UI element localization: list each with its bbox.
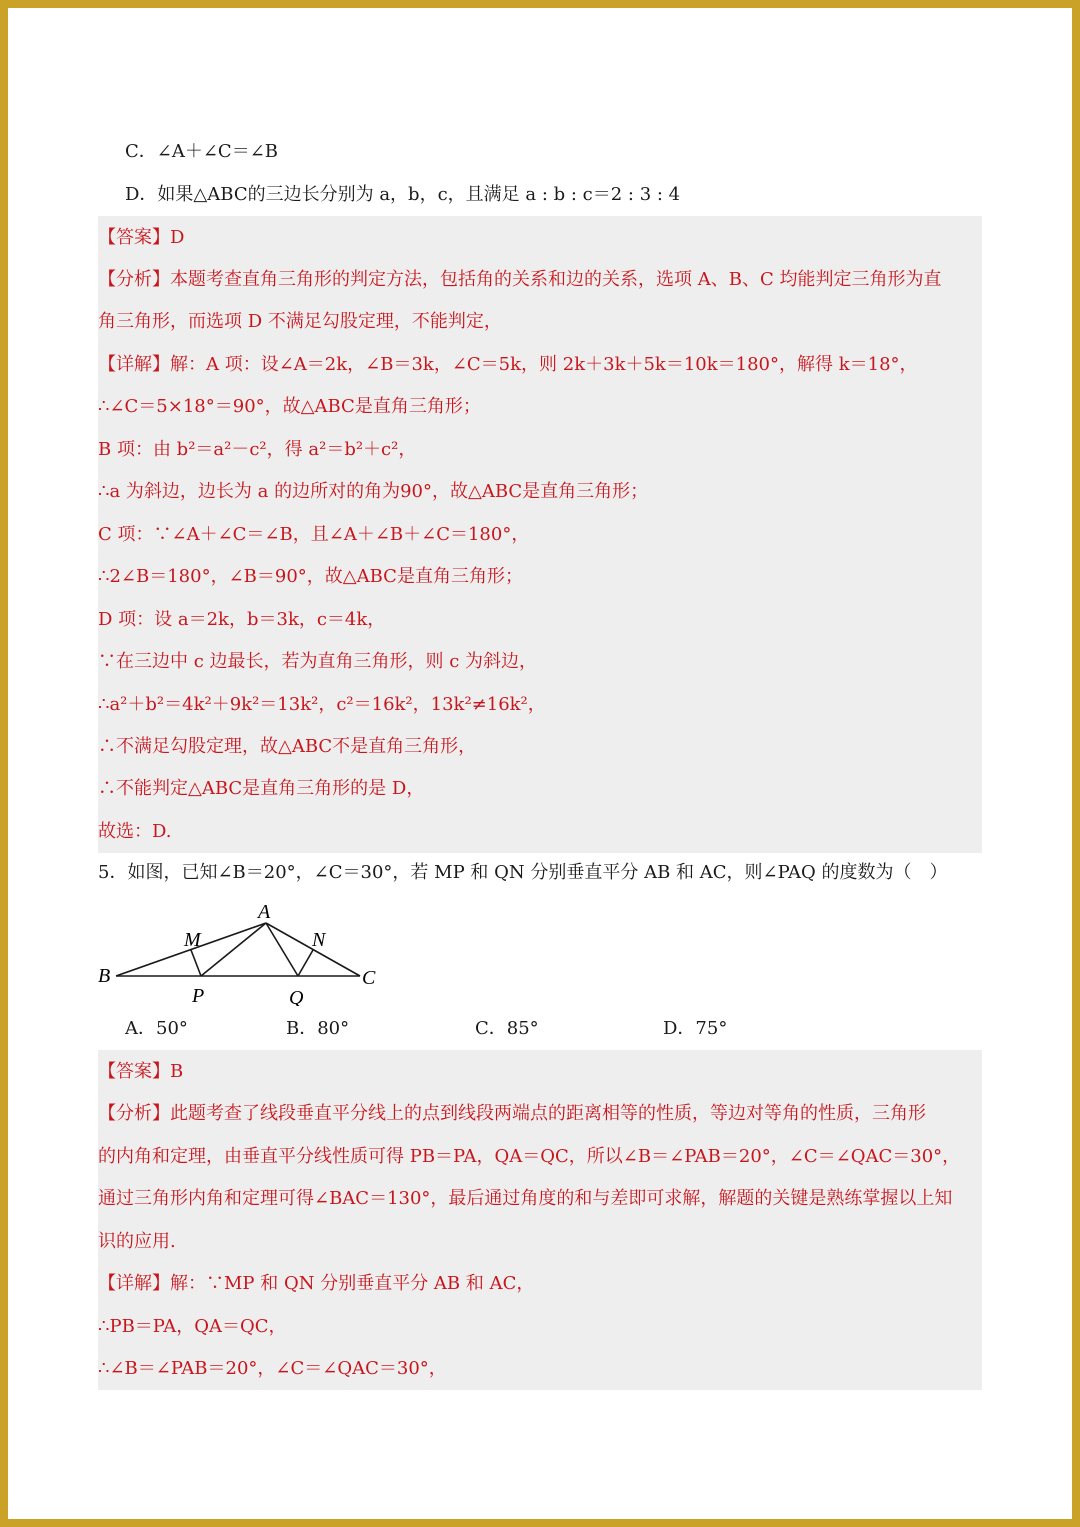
segment-aq: [266, 923, 298, 976]
q5-analysis-line-1: 【分析】此题考查了线段垂直平分线上的点到线段两端点的距离相等的性质，等边对等角的性质，三角形: [98, 1103, 926, 1124]
q4-detail-line-8: ∵在三边中 c 边最长，若为直角三角形，则 c 为斜边，: [98, 651, 538, 672]
q5-stem: 5．如图，已知∠B＝20°，∠C＝30°，若 MP 和 QN 分别垂直平分 AB 和 AC，则∠PAQ 的度数为（ ）: [98, 862, 948, 883]
label-m: M: [184, 929, 201, 951]
q4-detail-line-6: ∴2∠B＝180°，∠B＝90°，故△ABC是直角三角形；: [98, 566, 523, 587]
q4-detail-line-2: ∴∠C＝5×18°＝90°，故△ABC是直角三角形；: [98, 396, 481, 417]
q4-detail-line-5: C 项：∵∠A＋∠C＝∠B，且∠A＋∠B＋∠C＝180°，: [98, 524, 530, 545]
document-page: [8, 8, 1072, 1519]
q5-detail-line-3: ∴∠B＝∠PAB＝20°，∠C＝∠QAC＝30°，: [98, 1358, 447, 1379]
label-b: B: [98, 965, 111, 987]
q5-answer: 【答案】B: [98, 1061, 184, 1082]
q4-detail-line-9: ∴a²＋b²＝4k²＋9k²＝13k²，c²＝16k²，13k²≠16k²，: [98, 694, 546, 715]
segment-pa: [201, 923, 266, 976]
option-d: D．如果△ABC的三边长分别为 a，b，c，且满足 a : b : c＝2 : 3 : 4: [125, 184, 681, 205]
q4-detail-line-11: ∴不能判定△ABC是直角三角形的是 D，: [98, 778, 425, 799]
q4-detail-line-1: 【详解】解：A 项：设∠A＝2k，∠B＝3k，∠C＝5k，则 2k＋3k＋5k＝10k＝180°，解得 k＝18°，: [98, 354, 918, 375]
label-a: A: [258, 901, 271, 923]
q5-solution-box: [98, 1050, 982, 1390]
segment-mp: [191, 950, 201, 976]
label-q: Q: [289, 987, 304, 1006]
label-n: N: [312, 929, 326, 951]
q5-detail-line-2: ∴PB＝PA，QA＝QC，: [98, 1316, 287, 1337]
label-c: C: [362, 967, 376, 989]
q5-option-c: C．85°: [475, 1018, 539, 1039]
q5-detail-line-1: 【详解】解：∵MP 和 QN 分别垂直平分 AB 和 AC，: [98, 1273, 535, 1294]
q5-triangle-figure: [88, 896, 388, 1006]
q5-option-d: D．75°: [663, 1018, 728, 1039]
q4-answer: 【答案】D: [98, 227, 185, 248]
q5-analysis-line-4: 识的应用.: [98, 1231, 176, 1252]
q4-analysis-line-2: 角三角形，而选项 D 不满足勾股定理，不能判定，: [98, 311, 502, 332]
q4-detail-line-4: ∴a 为斜边，边长为 a 的边所对的角为90°，故△ABC是直角三角形；: [98, 481, 649, 502]
segment-qn: [298, 950, 313, 976]
option-c: C．∠A＋∠C＝∠B: [125, 141, 279, 162]
q4-detail-line-12: 故选：D.: [98, 821, 172, 842]
label-p: P: [192, 985, 205, 1006]
q4-solution-box: [98, 216, 982, 853]
q5-option-a: A．50°: [125, 1018, 188, 1039]
q5-option-b: B．80°: [286, 1018, 350, 1039]
q4-detail-line-3: B 项：由 b²＝a²－c²，得 a²＝b²＋c²，: [98, 439, 417, 460]
q4-detail-line-10: ∴不满足勾股定理，故△ABC不是直角三角形，: [98, 736, 477, 757]
q4-detail-line-7: D 项：设 a＝2k，b＝3k，c＝4k，: [98, 609, 386, 630]
q5-analysis-line-3: 通过三角形内角和定理可得∠BAC＝130°，最后通过角度的和与差即可求解，解题的关键是熟练掌握以上知: [98, 1188, 953, 1209]
q4-analysis-line-1: 【分析】本题考查直角三角形的判定方法，包括角的关系和边的关系，选项 A、B、C 均能判定三角形为直: [98, 269, 942, 290]
q5-analysis-line-2: 的内角和定理，由垂直平分线性质可得 PB＝PA，QA＝QC，所以∠B＝∠PAB＝20°，∠C＝∠QAC＝30°，: [98, 1146, 961, 1167]
